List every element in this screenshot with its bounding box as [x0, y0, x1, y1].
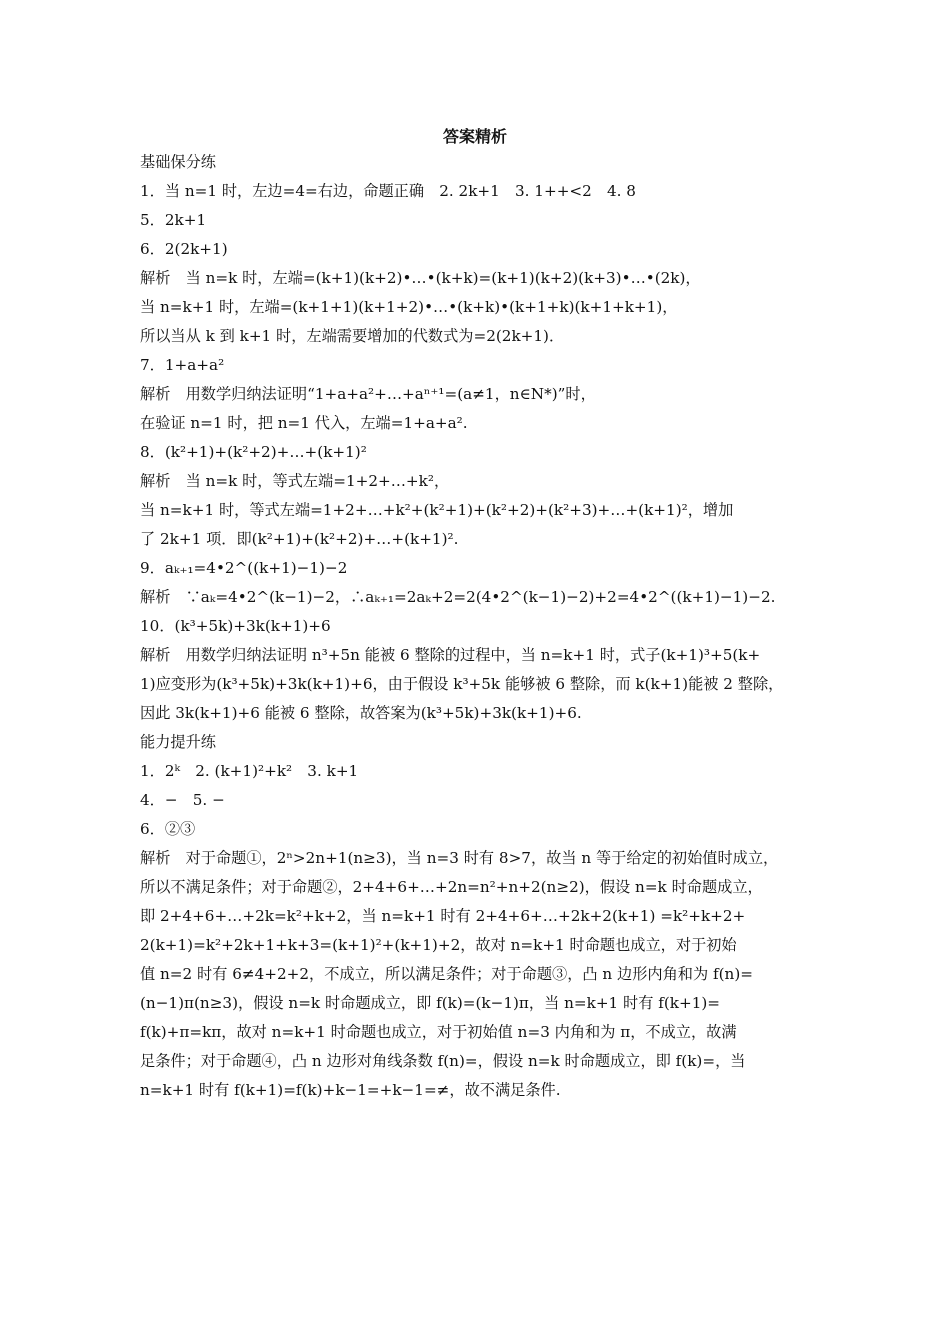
analysis-line: 了 2k+1 项．即(k²+1)+(k²+2)+…+(k+1)². [140, 530, 459, 548]
answer-line: 1．2ᵏ 2. (k+1)²+k² 3. k+1 [140, 762, 359, 780]
analysis-line: 因此 3k(k+1)+6 能被 6 整除，故答案为(k³+5k)+3k(k+1)+6. [140, 704, 582, 722]
analysis-line: 1)应变形为(k³+5k)+3k(k+1)+6，由于假设 k³+5k 能够被 6 整除，而 k(k+1)能被 2 整除， [140, 675, 784, 693]
analysis-line: 解析 当 n=k 时，左端=(k+1)(k+2)•…•(k+k)=(k+1)(k+2)(k+3)•…•(2k)， [140, 269, 701, 287]
answer-line: 5．2k+1 [140, 211, 207, 229]
answer-line: 10．(k³+5k)+3k(k+1)+6 [140, 617, 331, 635]
analysis-line: 2(k+1)=k²+2k+1+k+3=(k+1)²+(k+1)+2，故对 n=k+1 时命题也成立，对于初始 [140, 936, 737, 954]
analysis-line: n=k+1 时有 f(k+1)=f(k)+k−1=+k−1=≠，故不满足条件. [140, 1081, 561, 1099]
section-heading-basic: 基础保分练 [140, 153, 216, 171]
answer-line: 6．2(2k+1) [140, 240, 228, 258]
section-heading-advanced: 能力提升练 [140, 733, 216, 751]
analysis-line: 解析 当 n=k 时，等式左端=1+2+…+k²， [140, 472, 450, 490]
analysis-line: 解析 对于命题①，2ⁿ>2n+1(n≥3)，当 n=3 时有 8>7，故当 n 等于给定的初始值时成立， [140, 849, 779, 867]
analysis-line: 当 n=k+1 时，等式左端=1+2+…+k²+(k²+1)+(k²+2)+(k²+3)+…+(k+1)²，增加 [140, 501, 734, 519]
analysis-line: 即 2+4+6+…+2k=k²+k+2，当 n=k+1 时有 2+4+6+…+2k+2(k+1) =k²+k+2+ [140, 907, 746, 925]
analysis-line: 解析 ∵aₖ=4•2^(k−1)−2，∴aₖ₊₁=2aₖ+2=2(4•2^(k−1)−2)+2=4•2^((k+1)−1)−2. [140, 588, 776, 606]
analysis-line: 当 n=k+1 时，左端=(k+1+1)(k+1+2)•…•(k+k)•(k+1+k)(k+1+k+1)， [140, 298, 678, 316]
analysis-line: (n−1)π(n≥3)，假设 n=k 时命题成立，即 f(k)=(k−1)π，当 n=k+1 时有 f(k+1)= [140, 994, 721, 1012]
analysis-line: 解析 用数学归纳法证明“1+a+a²+…+aⁿ⁺¹=(a≠1，n∈N*)”时， [140, 385, 596, 403]
analysis-line: 所以当从 k 到 k+1 时，左端需要增加的代数式为=2(2k+1)． [140, 327, 565, 345]
answer-line: 7．1+a+a² [140, 356, 225, 374]
analysis-line: 在验证 n=1 时，把 n=1 代入，左端=1+a+a². [140, 414, 468, 432]
analysis-line: f(k)+π=kπ，故对 n=k+1 时命题也成立，对于初始值 n=3 内角和为 π，不成立，故满 [140, 1023, 737, 1041]
analysis-line: 解析 用数学归纳法证明 n³+5n 能被 6 整除的过程中，当 n=k+1 时，式子(k+1)³+5(k+ [140, 646, 761, 664]
answer-line: 1．当 n=1 时，左边=4=右边，命题正确 2. 2k+1 3. 1++<2 4. 8 [140, 182, 636, 200]
analysis-line: 足条件；对于命题④，凸 n 边形对角线条数 f(n)=，假设 n=k 时命题成立，即 f(k)=，当 [140, 1052, 746, 1070]
analysis-line: 值 n=2 时有 6≠4+2+2，不成立，所以满足条件；对于命题③，凸 n 边形内角和为 f(n)= [140, 965, 753, 983]
answer-content [140, 148, 820, 1105]
analysis-line: 所以不满足条件；对于命题②，2+4+6+…+2n=n²+n+2(n≥2)，假设 n=k 时命题成立， [140, 878, 763, 896]
answer-line: 8．(k²+1)+(k²+2)+…+(k+1)² [140, 443, 367, 461]
answer-line: 9．aₖ₊₁=4•2^((k+1)−1)−2 [140, 559, 348, 577]
answer-line: 4．− 5. − [140, 791, 225, 809]
answer-line: 6．②③ [140, 820, 196, 838]
page-title: 答案精析 [442, 127, 507, 146]
